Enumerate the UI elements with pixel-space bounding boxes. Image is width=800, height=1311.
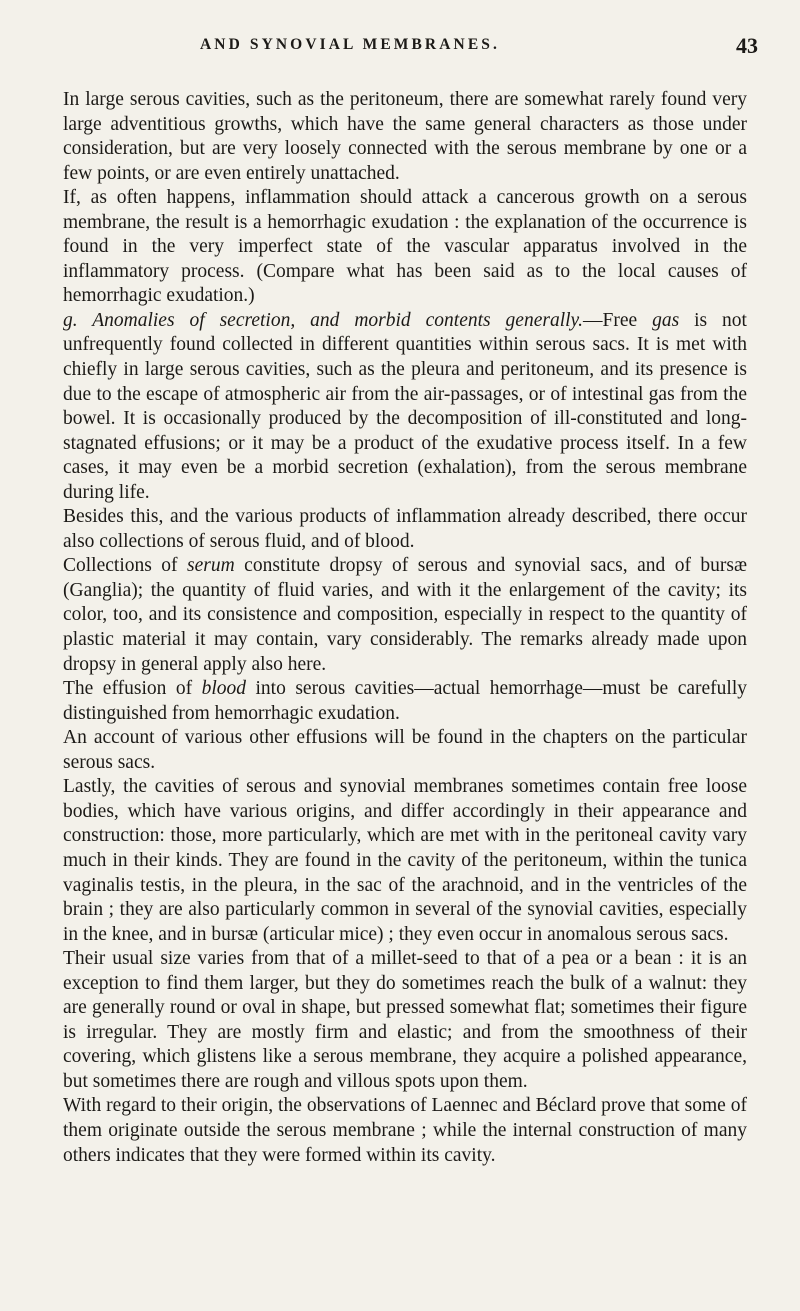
paragraph-text: —Free [582, 309, 653, 331]
paragraph [63, 726, 747, 775]
italic-text: blood [201, 678, 247, 700]
paragraph-text: With regard to their origin, the observations of Laennec and Béclard prove that some of them originate outside the serous membrane ; while the internal construction of many others indicates that they were formed within its cavity. [63, 1095, 747, 1166]
italic-text: gas [652, 309, 680, 331]
paragraph-text: Besides this, and the various products of inflammation already described, there occur also collections of serous fluid, and of blood. [63, 506, 747, 552]
italic-text: g. [63, 309, 93, 331]
paragraph-text: Lastly, the cavities of serous and synovial membranes sometimes contain free loose bodies, which have various origins, and differ accordingly in their appearance and construction: those, more particularly, which are met with in the peritoneal cavity vary much in their kinds. They are found in the cavity of the peritoneum, within the tunica vaginalis testis, in the pleura, in the sac of the arachnoid, and in the ventricles of the brain ; they are also particularly common in several of the synovial cavities, especially in the knee, and in bursæ (articular mice) ; they even occur in anomalous serous sacs. [63, 776, 747, 945]
paragraph [63, 505, 747, 554]
paragraph [63, 186, 747, 309]
paragraph-text: Their usual size varies from that of a millet-seed to that of a pea or a bean : it is an exception to find them larger, but they do sometimes reach the bulk of a walnut: they are generally round or oval in shape, but pressed somewhat flat; sometimes their figure is irregular. They are mostly firm and elastic; and from the smoothness of their covering, which glistens like a serous membrane, they acquire a polished appearance, but sometimes there are rough and villous spots upon them. [63, 948, 747, 1092]
paragraph [63, 677, 747, 726]
paragraph [63, 775, 747, 947]
paragraph [63, 88, 747, 186]
paragraph-text: An account of various other effusions will be found in the chapters on the particular serous sacs. [63, 727, 747, 773]
running-title: AND SYNOVIAL MEMBRANES. [200, 36, 500, 53]
paragraph-text: If, as often happens, inflammation should attack a cancerous growth on a serous membrane, the result is a hemorrhagic exudation : the explanation of the occurrence is found in the very imperfect state of the vascular apparatus involved in the inflammatory process. (Compare what has been said as to the local causes of hemorrhagic exudation.) [63, 187, 747, 307]
paragraph [63, 309, 747, 505]
paragraph [63, 947, 747, 1094]
italic-text: Anomalies of secretion, and morbid contents generally. [92, 309, 583, 331]
paragraph-text: In large serous cavities, such as the peritoneum, there are somewhat rarely found very large adventitious growths, which have the same general characters as those under consideration, but are very loosely connected with the serous membrane by one or a few points, or are even entirely unattached. [63, 89, 747, 184]
italic-text: serum [187, 555, 235, 577]
paragraph-text: constitute dropsy of serous and synovial sacs, and of bursæ (Ganglia); the quantity of fluid varies, and with it the enlargement of the cavity; its color, too, and its consistence and composition, especially in respect to the quantity of plastic material it may contain, vary considerably. The remarks already made upon dropsy in general apply also here. [63, 555, 747, 675]
paragraph-text: The effusion of [63, 678, 202, 700]
paragraph-text: Collections of [63, 555, 188, 577]
paragraph-text: is not unfrequently found collected in different quantities within serous sacs. It is met with chiefly in large serous cavities, such as the pleura and peritoneum, and its presence is due to the escape of atmospheric air from the air-passages, or of intestinal gas from the bowel. It is occasionally produced by the decomposition of ill-constituted and long-stagnated effusions; or it may be a product of the exudative process itself. In a few cases, it may even be a morbid secretion (exhalation), from the serous membrane during life. [63, 309, 747, 503]
body-text [63, 88, 747, 1168]
paragraph-text: into serous cavities—actual hemorrhage—must be carefully distinguished from hemorrhagic exudation. [63, 678, 747, 724]
running-head [0, 33, 800, 60]
paragraph [63, 1094, 747, 1168]
page-number: 43 [736, 33, 758, 58]
paragraph [63, 554, 747, 677]
